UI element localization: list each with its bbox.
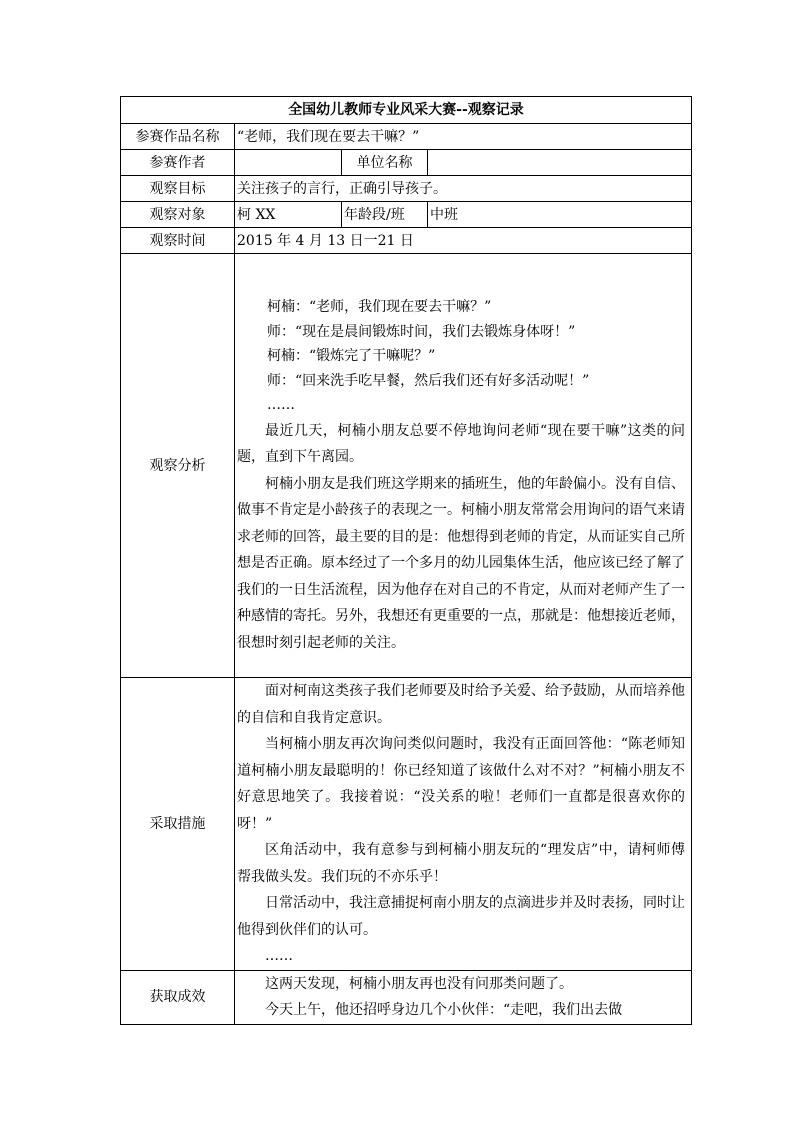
unit-label: 单位名称 [342,150,428,176]
analysis-content [235,254,692,678]
page-title: 全国幼儿教师专业风采大赛--观察记录 [121,97,692,124]
time-label: 观察时间 [121,228,235,254]
results-label: 获取成效 [121,970,235,1024]
analysis-paragraph: 柯楠小朋友是我们班这学期来的插班生，他的年龄偏小。没有自信、做事不肯定是小龄孩子的表现之一。柯楠小朋友常常会用询问的语气来请求老师的回答，最主要的目的是：他想得到老师的肯定，从而证实自己所想是否正确。原本经过了一个多月的幼儿园集体生活，他应该已经了解了我们的一日生活流程，因为他存在对自己的不肯定，从而对老师产生了一种感情的寄托。另外，我想还有更重要的一点，那就是：他想接近老师，很想时刻引起老师的关注。 [237,475,685,651]
analysis-row [121,254,692,678]
results-content [235,970,692,1024]
results-row [121,970,692,1024]
work-name-label: 参赛作品名称 [121,124,235,150]
dialog-line: …… [267,397,295,413]
subject-row [121,202,692,228]
record-table [120,96,692,1025]
author-label: 参赛作者 [121,150,235,176]
measures-paragraph: …… [265,948,293,964]
subject-label: 观察对象 [121,202,235,228]
age-label: 年龄段/班 [342,202,428,228]
results-paragraph: 今天上午，他还招呼身边几个小伙伴：“走吧，我们出去做 [265,1002,623,1018]
dialog-line: 柯楠：“老师，我们现在要去干嘛？” [267,299,492,315]
goal-row [121,176,692,202]
measures-content [235,678,692,971]
goal-label: 观察目标 [121,176,235,202]
measures-row [121,678,692,971]
unit-value [428,150,692,176]
time-value: 2015 年 4 月 13 日一21 日 [235,228,692,254]
title-row [121,97,692,124]
dialog-line: 柯楠：“锻炼完了干嘛呢？” [267,348,436,364]
measures-paragraph: 区角活动中，我有意参与到柯楠小朋友玩的“理发店”中，请柯师傅帮我做头发。我们玩的不亦乐乎！ [237,842,685,885]
measures-paragraph: 当柯楠小朋友再次询问类似问题时，我没有正面回答他：“陈老师知道柯楠小朋友最聪明的！你已经知道了该做什么对不对？”柯楠小朋友不好意思地笑了。我接着说：“没关系的啦！老师们一直都是很喜欢你的呀！” [237,736,685,832]
time-row [121,228,692,254]
measures-paragraph: 日常活动中，我注意捕捉柯南小朋友的点滴进步并及时表扬，同时让他得到伙伴们的认可。 [237,895,685,938]
age-value: 中班 [428,202,692,228]
subject-value: 柯 XX [235,202,342,228]
measures-paragraph: 面对柯南这类孩子我们老师要及时给予关爱、给予鼓励，从而培养他的自信和自我肯定意识。 [237,683,685,726]
work-name-value: “老师，我们现在要去干嘛？” [235,124,692,150]
author-row [121,150,692,176]
goal-value: 关注孩子的言行，正确引导孩子。 [235,176,692,202]
author-value [235,150,342,176]
dialog-line: 师：“回来洗手吃早餐，然后我们还有好多活动呢！” [267,372,590,389]
analysis-paragraph: 最近几天，柯楠小朋友总要不停地询问老师“现在要干嘛”这类的问题，直到下午离园。 [237,422,685,465]
measures-label: 采取措施 [121,678,235,971]
dialog-line: 师：“现在是晨间锻炼时间，我们去锻炼身体呀！” [267,323,576,340]
analysis-label: 观察分析 [121,254,235,678]
observation-record [120,96,691,1025]
results-paragraph: 这两天发现，柯楠小朋友再也没有问那类问题了。 [265,975,573,992]
work-name-row [121,124,692,150]
